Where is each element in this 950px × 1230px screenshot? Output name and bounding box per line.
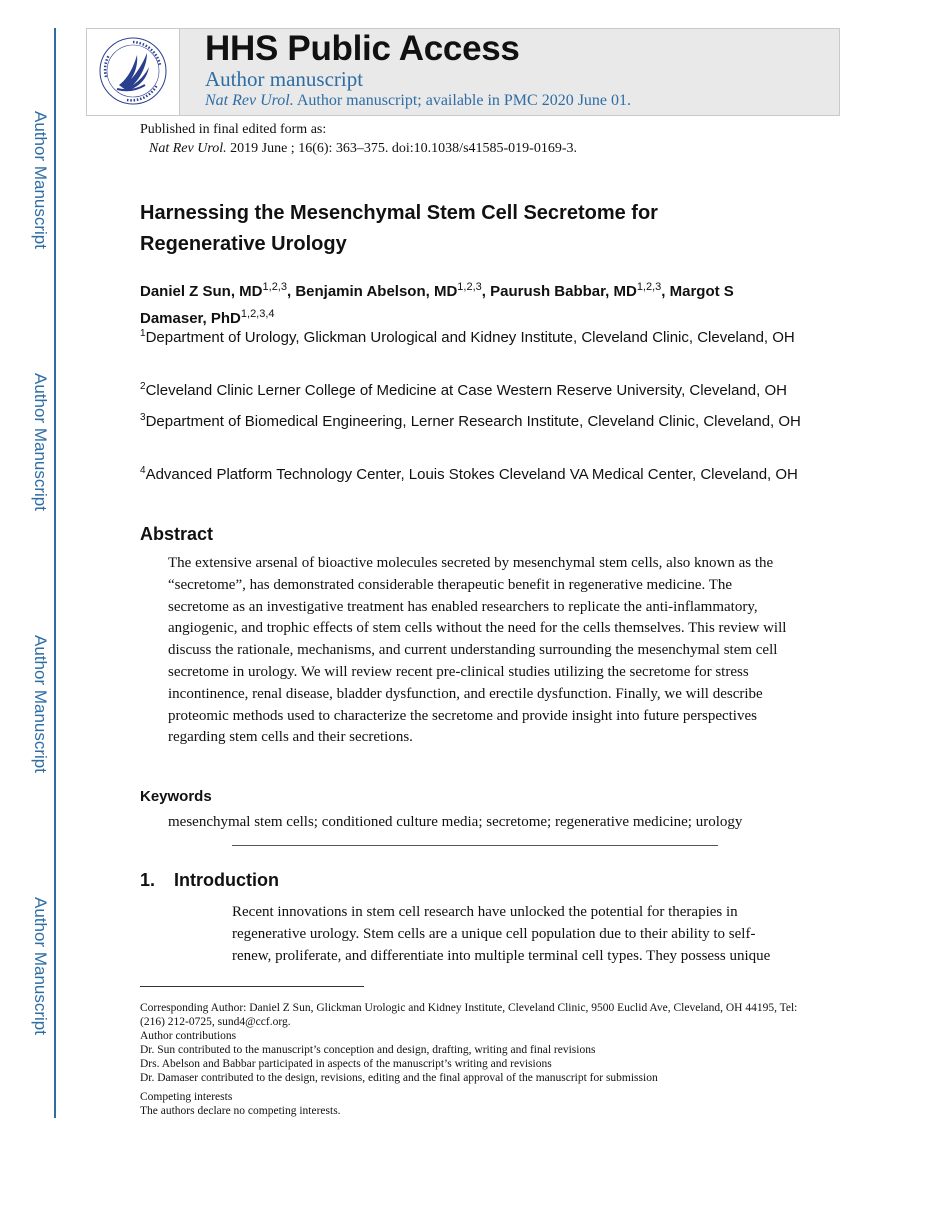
author-name: Benjamin Abelson, MD [295,283,458,300]
contribution-note: Dr. Sun contributed to the manuscript’s conception and design, drafting, writing and final revisions [140,1044,596,1056]
published-citation [149,141,577,157]
article-title: Harnessing the Mesenchymal Stem Cell Secretome for Regenerative Urology [140,202,658,255]
section-divider [232,845,718,846]
author-list: Daniel Z Sun, MD$^{1,2,3}$, Benjamin Abelson, MD$^{1,2,3}$, Paurush Babbar, MD$^{1,2,3}$, Margot S Damaser, PhD$^{1,2,3,4}$ [140,281,734,327]
introduction-heading: Introduction [174,870,279,890]
banner-journal: Nat Rev Urol. [205,92,294,109]
affiliation: $^4$Advanced Platform Technology Center, Louis Stokes Cleveland VA Medical Center, Cleveland, OH [140,465,798,483]
author-affiliation-marks: 1,2,3 [636,281,662,293]
abstract-heading: Abstract [140,524,214,544]
hhs-eagle-seal-icon [97,35,169,107]
author-name: Margot S Damaser, PhD [140,283,734,327]
affiliation: $^1$Department of Urology, Glickman Urological and Kidney Institute, Cleveland Clinic, Cleveland, OH [140,328,795,346]
competing-interests-text: The authors declare no competing interests. [140,1105,341,1117]
abstract-text: The extensive arsenal of bioactive molecules secreted by mesenchymal stem cells, also known as the “secretome”, has demonstrated considerable therapeutic benefit in regenerative medicine. The secretome as an investigative treatment has enabled researchers to replicate the anti-inflammatory, angiogenic, and trophic effects of stem cells without the need for the cells themselves. This review will discuss the rationale, mechanisms, and current understanding surrounding the mesenchymal stem cell secretome in urology. We will review recent pre-clinical studies utilizing the secretome for stress incontinence, renal disease, bladder dysfunction, and erectile dysfunction. Finally, we will describe proteomic methods used to characterize the secretome and provide insight into future perspectives regarding stem cells and their secretions. [168,555,787,746]
published-label: Published in final edited form as: [140,122,327,137]
author-affiliation-marks: 1,2,3 [457,281,482,293]
keywords-heading: Keywords [140,788,212,805]
footnote-divider [140,986,364,987]
banner-title: HHS Public Access [205,29,520,68]
hhs-banner [86,28,840,116]
contributions-heading: Author contributions [140,1030,237,1042]
author-name: Paurush Babbar, MD [490,283,637,300]
keywords-text: mesenchymal stem cells; conditioned culture media; secretome; regenerative medicine; urology [168,814,743,830]
author-affiliation-marks: 1,2,3,4 [240,308,275,320]
author-name: Daniel Z Sun, MD [140,283,263,300]
contribution-note: Drs. Abelson and Babbar participated in aspects of the manuscript’s writing and revisions [140,1058,552,1070]
corresponding-author-note: Corresponding Author: Daniel Z Sun, Glickman Urologic and Kidney Institute, Cleveland Clinic, 9500 Euclid Ave, Cleveland, OH 44195, Tel: (216) 212-0725, sund4@ccf.org. [140,1002,798,1028]
introduction-text: Recent innovations in stem cell research have unlocked the potential for therapies in regenerative urology. Stem cells are a unique cell population due to their ability to self-renew, proliferate, and differentiate into multiple terminal cell types. They possess unique [232,904,771,964]
section-number: 1. [140,870,156,890]
banner-availability: Author manuscript; available in PMC 2020 June 01. [293,92,632,109]
banner-journal-line [205,92,631,110]
banner-subtitle: Author manuscript [205,67,364,91]
citation-journal: Nat Rev Urol. [149,141,227,156]
affiliation: $^3$Department of Biomedical Engineering, Lerner Research Institute, Cleveland Clinic, Cleveland, OH [140,412,801,430]
affiliation: $^2$Cleveland Clinic Lerner College of Medicine at Case Western Reserve University, Cleveland, OH [140,381,787,399]
contribution-note: Dr. Damaser contributed to the design, revisions, editing and the final approval of the manuscript for submission [140,1072,658,1084]
author-affiliation-marks: 1,2,3 [262,281,287,293]
citation-details: 2019 June ; 16(6): 363–375. doi:10.1038/s41585-019-0169-3. [226,141,578,156]
competing-interests-heading: Competing interests [140,1091,233,1103]
side-rule [54,28,56,1118]
hhs-logo [87,29,180,115]
